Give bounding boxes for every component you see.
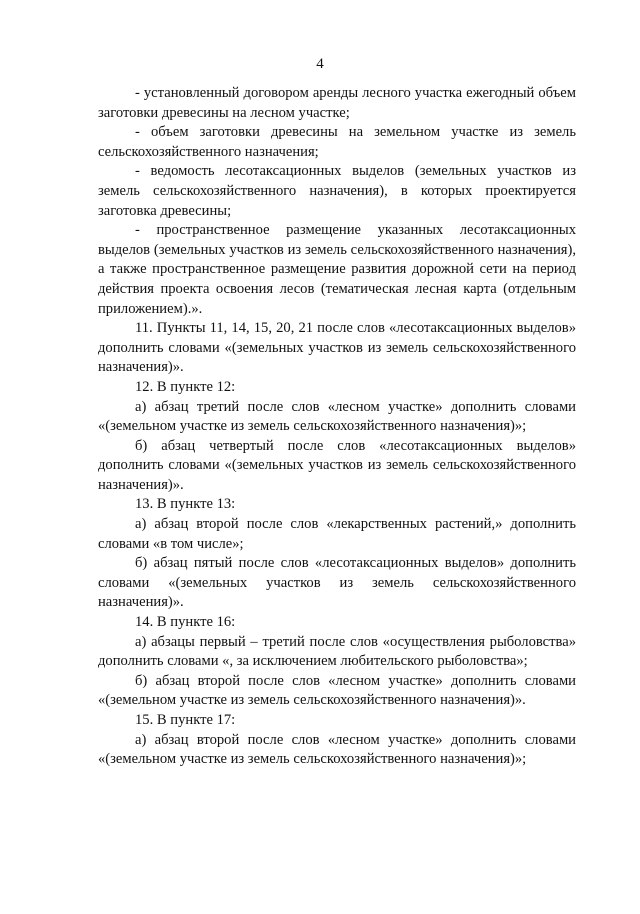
paragraph: 12. В пункте 12: xyxy=(135,378,236,395)
paragraph: 14. В пункте 16: xyxy=(135,614,236,631)
paragraph: б) абзац второй после слов «лесном участке» дополнить словами «(земельном участке из земель сельскохозяйственного назначения)». xyxy=(98,672,576,709)
paragraph: - установленный договором аренды лесного участка ежегодный объем заготовки древесины на лесном участке; xyxy=(98,85,576,121)
document-body xyxy=(98,84,576,770)
paragraph: 15. В пункте 17: xyxy=(135,712,236,728)
paragraph: - объем заготовки древесины на земельном участке из земель сельскохозяйственного назначения; xyxy=(98,124,576,160)
paragraph: 13. В пункте 13: xyxy=(135,496,236,513)
paragraph: а) абзац второй после слов «лекарственных растений,» дополнить словами «в том числе»; xyxy=(98,516,576,552)
paragraph: - ведомость лесотаксационных выделов (земельных участков из земель сельскохозяйственного назначения), в которых проектируется заготовка древесины; xyxy=(98,163,576,219)
paragraph: - пространственное размещение указанных лесотаксационных выделов (земельных участков из земель сельскохозяйственного назначения), а также пространственное размещение развития дорожной сети на период действия проекта освоения лесов (тематическая лесная карта (отдельным приложением).». xyxy=(98,222,576,317)
paragraph: б) абзац пятый после слов «лесотаксационных выделов» дополнить словами «(земельных участков из земель сельскохозяйственного назначения)». xyxy=(98,555,576,611)
paragraph: а) абзацы первый – третий после слов «осуществления рыболовства» дополнить словами «, за исключением любительского рыболовства»; xyxy=(98,633,576,670)
paragraph: а) абзац третий после слов «лесном участке» дополнить словами «(земельном участке из земель сельскохозяйственного назначения)»; xyxy=(98,398,576,435)
page-number: 4 xyxy=(316,56,324,72)
paragraph: б) абзац четвертый после слов «лесотаксационных выделов» дополнить словами «(земельных участков из земель сельскохозяйственного назначения)». xyxy=(98,437,576,493)
paragraph: а) абзац второй после слов «лесном участке» дополнить словами «(земельном участке из земель сельскохозяйственного назначения)»; xyxy=(98,731,576,768)
paragraph: 11. Пункты 11, 14, 15, 20, 21 после слов «лесотаксационных выделов» дополнить словами «(земельных участков из земель сельскохозяйственного назначения)». xyxy=(98,320,576,376)
